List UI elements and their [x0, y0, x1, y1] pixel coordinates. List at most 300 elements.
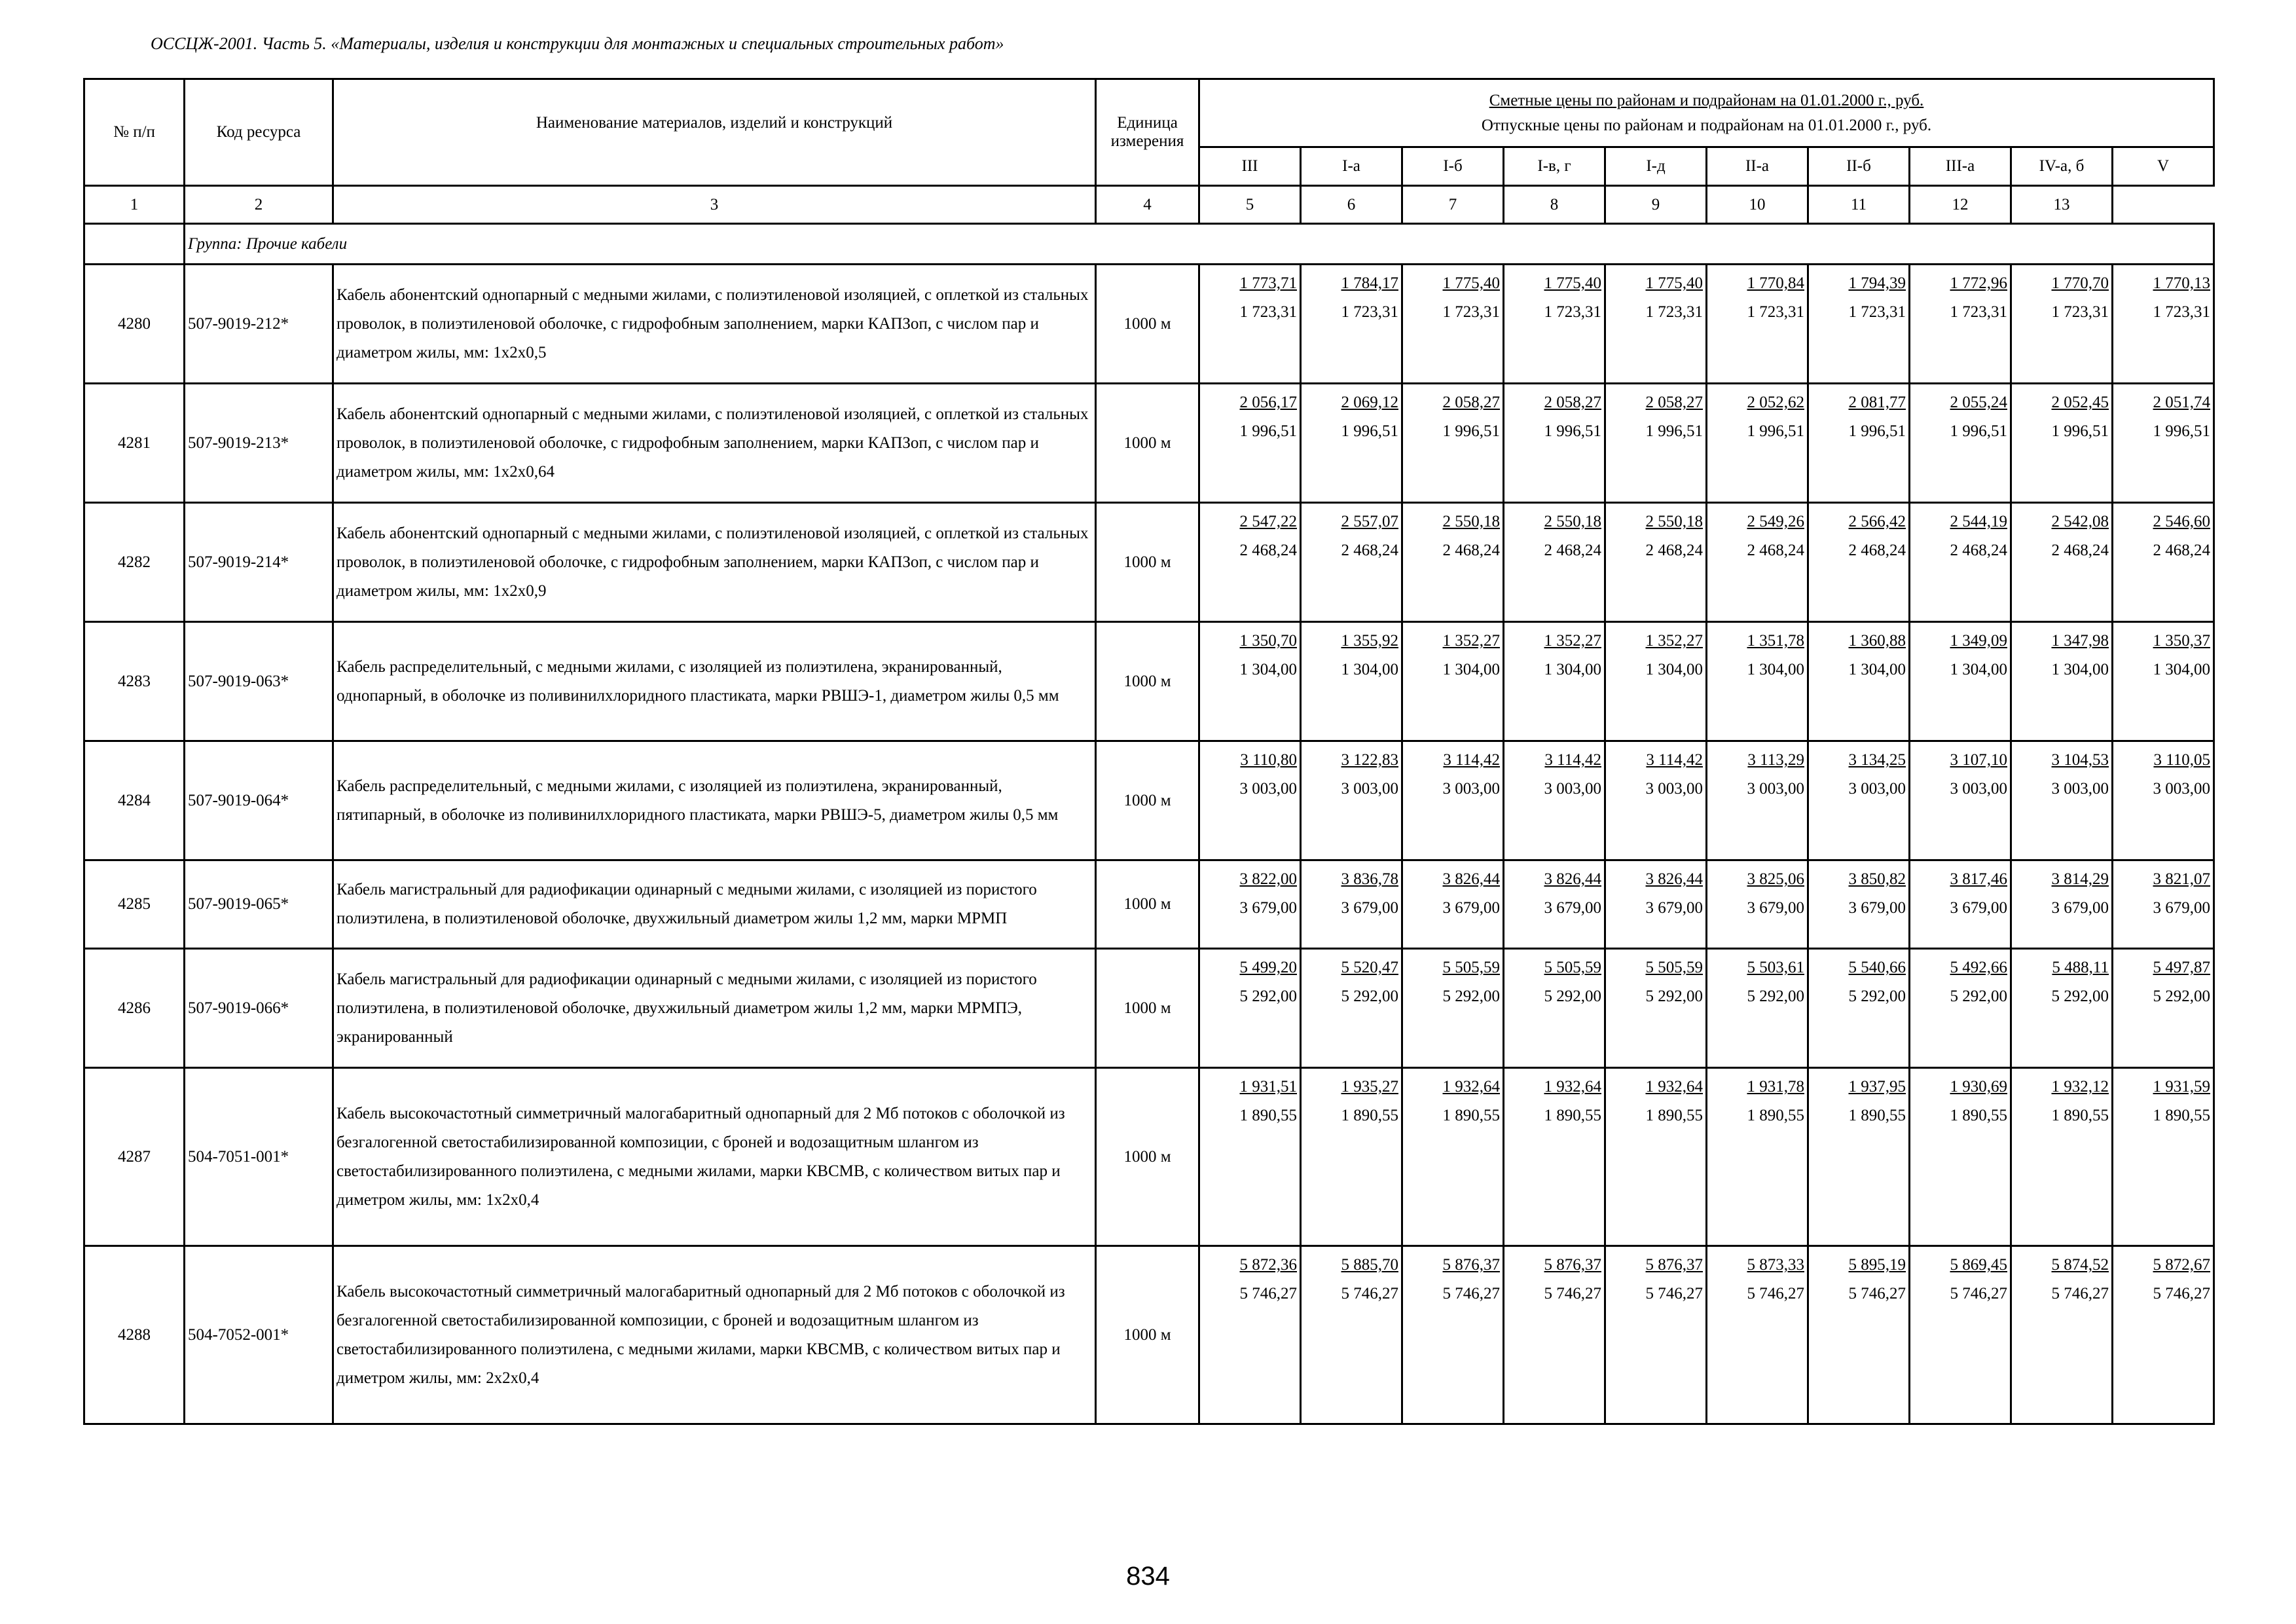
price-cell	[1707, 949, 1808, 1068]
row-number: 4284	[84, 741, 185, 860]
release-price: 1 996,51	[2153, 422, 2211, 440]
estimate-price: 1 930,69	[1950, 1078, 2007, 1096]
price-cell	[2011, 860, 2113, 949]
price-cell	[1504, 741, 1605, 860]
release-price: 5 746,27	[1848, 1285, 1906, 1302]
estimate-price: 3 104,53	[2051, 751, 2109, 769]
unit-of-measure: 1000 м	[1096, 503, 1199, 622]
prices-estimate-title: Сметные цены по районам и подрайонам на 01.01.2000 г., руб.	[1489, 91, 1924, 109]
estimate-price: 5 872,36	[1239, 1256, 1297, 1274]
estimate-price: 1 775,40	[1442, 274, 1500, 292]
table-row	[84, 741, 2214, 860]
price-cell	[1605, 1068, 1707, 1246]
row-number: 4288	[84, 1246, 185, 1424]
price-cell	[1910, 860, 2011, 949]
price-cell	[1707, 622, 1808, 741]
release-price: 1 304,00	[2153, 661, 2211, 678]
estimate-price: 5 505,59	[1645, 959, 1703, 976]
table-row	[84, 1068, 2214, 1246]
release-price: 1 723,31	[1442, 303, 1500, 321]
release-price: 3 679,00	[1544, 899, 1601, 917]
price-cell	[1301, 384, 1402, 503]
price-cell	[1605, 503, 1707, 622]
resource-code: 507-9019-064*	[185, 741, 333, 860]
column-number: 5	[1199, 186, 1301, 224]
estimate-price: 1 350,70	[1239, 632, 1297, 650]
col-header-no: № п/п	[84, 79, 185, 186]
price-cell	[1910, 949, 2011, 1068]
estimate-price: 5 505,59	[1544, 959, 1601, 976]
estimate-price: 1 772,96	[1950, 274, 2007, 292]
price-cell	[1605, 384, 1707, 503]
price-cell	[1605, 741, 1707, 860]
estimate-price: 3 821,07	[2153, 870, 2211, 888]
resource-code: 507-9019-213*	[185, 384, 333, 503]
price-cell	[2011, 1246, 2113, 1424]
material-name: Кабель высокочастотный симметричный малогабаритный однопарный для 2 Мб потоков с оболочкой из безгалогенной светостабилизированной композиции, с броней и водозащитным шлангом из светостабилизированного полиэтилена, с медными жилами, марки КВСМВ, с количеством витых пар и диметром жилы, мм: 2х2х0,4	[333, 1246, 1096, 1424]
price-cell	[1199, 503, 1301, 622]
unit-of-measure: 1000 м	[1096, 1246, 1199, 1424]
estimate-price: 3 114,42	[1443, 751, 1500, 769]
material-name: Кабель распределительный, с медными жилами, с изоляцией из полиэтилена, экранированный, пятипарный, в оболочке из поливинилхлоридного пластиката, марки РВШЭ-5, диаметром жилы 0,5 мм	[333, 741, 1096, 860]
release-price: 3 679,00	[1848, 899, 1906, 917]
price-cell	[1301, 265, 1402, 384]
release-price: 1 996,51	[1645, 422, 1703, 440]
release-price: 5 292,00	[2051, 987, 2109, 1005]
estimate-price: 1 937,95	[1848, 1078, 1906, 1096]
price-cell	[1910, 1068, 2011, 1246]
release-price: 1 723,31	[2153, 303, 2211, 321]
price-cell	[2011, 503, 2113, 622]
column-number: 8	[1504, 186, 1605, 224]
price-cell	[1504, 860, 1605, 949]
price-cell	[1808, 503, 1910, 622]
release-price: 5 746,27	[1442, 1285, 1500, 1302]
price-cell	[2113, 949, 2214, 1068]
price-cell	[1402, 860, 1504, 949]
release-price: 3 003,00	[1950, 780, 2007, 798]
estimate-price: 2 542,08	[2051, 513, 2109, 530]
estimate-price: 5 876,37	[1544, 1256, 1601, 1274]
price-cell	[1402, 503, 1504, 622]
price-cell	[2113, 1246, 2214, 1424]
release-price: 1 723,31	[1950, 303, 2007, 321]
row-number: 4286	[84, 949, 185, 1068]
estimate-price: 3 110,05	[2153, 751, 2211, 769]
price-cell	[1605, 949, 1707, 1068]
price-cell	[2011, 949, 2113, 1068]
estimate-price: 3 826,44	[1645, 870, 1703, 888]
release-price: 1 996,51	[1239, 422, 1297, 440]
price-cell	[1301, 741, 1402, 860]
release-price: 3 003,00	[2051, 780, 2109, 798]
estimate-price: 1 773,71	[1239, 274, 1297, 292]
row-number: 4280	[84, 265, 185, 384]
price-cell	[1199, 741, 1301, 860]
release-price: 1 304,00	[1239, 661, 1297, 678]
price-cell	[1910, 622, 2011, 741]
price-cell	[1707, 741, 1808, 860]
release-price: 5 292,00	[2153, 987, 2211, 1005]
col-header-code: Код ресурса	[185, 79, 333, 186]
estimate-price: 2 052,62	[1747, 394, 1804, 411]
price-cell	[1808, 265, 1910, 384]
material-name: Кабель абонентский однопарный с медными жилами, с полиэтиленовой изоляцией, с оплеткой из стальных проволок, в полиэтиленовой оболочке, с гидрофобным заполнением, марки КАПЗоп, с числом пар и диаметром жилы, мм: 1х2х0,9	[333, 503, 1096, 622]
release-price: 1 996,51	[1442, 422, 1500, 440]
column-number: 10	[1707, 186, 1808, 224]
price-cell	[1808, 741, 1910, 860]
estimate-price: 5 488,11	[2052, 959, 2109, 976]
estimate-price: 1 784,17	[1341, 274, 1398, 292]
column-number: 9	[1605, 186, 1707, 224]
estimate-price: 5 520,47	[1341, 959, 1398, 976]
estimate-price: 3 825,06	[1747, 870, 1804, 888]
estimate-price: 1 770,70	[2051, 274, 2109, 292]
release-price: 2 468,24	[1239, 542, 1297, 559]
price-cell	[1808, 384, 1910, 503]
price-cell	[1504, 1068, 1605, 1246]
price-cell	[1605, 860, 1707, 949]
release-price: 2 468,24	[1747, 542, 1804, 559]
price-cell	[1707, 384, 1808, 503]
price-cell	[1707, 1068, 1808, 1246]
release-price: 2 468,24	[2153, 542, 2211, 559]
estimate-price: 2 051,74	[2153, 394, 2211, 411]
price-cell	[2011, 741, 2113, 860]
estimate-price: 5 874,52	[2051, 1256, 2109, 1274]
release-price: 3 003,00	[2153, 780, 2211, 798]
release-price: 5 746,27	[1645, 1285, 1703, 1302]
estimate-price: 2 566,42	[1848, 513, 1906, 530]
price-cell	[1504, 1246, 1605, 1424]
price-cell	[2011, 1068, 2113, 1246]
estimate-price: 2 550,18	[1544, 513, 1601, 530]
estimate-price: 3 836,78	[1341, 870, 1398, 888]
release-price: 1 304,00	[1341, 661, 1398, 678]
price-cell	[1504, 384, 1605, 503]
release-price: 1 890,55	[1544, 1107, 1601, 1124]
estimate-price: 5 873,33	[1747, 1256, 1804, 1274]
release-price: 3 003,00	[1848, 780, 1906, 798]
estimate-price: 2 058,27	[1544, 394, 1601, 411]
release-price: 3 679,00	[1645, 899, 1703, 917]
price-cell	[1199, 622, 1301, 741]
estimate-price: 5 503,61	[1747, 959, 1804, 976]
price-cell	[1605, 622, 1707, 741]
table-row	[84, 622, 2214, 741]
release-price: 1 723,31	[1848, 303, 1906, 321]
release-price: 1 890,55	[2051, 1107, 2109, 1124]
release-price: 3 679,00	[1950, 899, 2007, 917]
estimate-price: 3 814,29	[2051, 870, 2109, 888]
price-cell	[1504, 265, 1605, 384]
column-number: 12	[1910, 186, 2011, 224]
document-header: ОССЦЖ-2001. Часть 5. «Материалы, изделия и конструкции для монтажных и специальных строительных работ»	[151, 34, 1004, 53]
price-cell	[2113, 384, 2214, 503]
price-cell	[1707, 503, 1808, 622]
estimate-price: 3 114,42	[1646, 751, 1703, 769]
estimate-price: 5 876,37	[1442, 1256, 1500, 1274]
release-price: 1 304,00	[1544, 661, 1601, 678]
release-price: 3 003,00	[1645, 780, 1703, 798]
estimate-price: 2 557,07	[1341, 513, 1398, 530]
release-price: 3 003,00	[1239, 780, 1297, 798]
release-price: 5 292,00	[1645, 987, 1703, 1005]
estimate-price: 1 931,59	[2153, 1078, 2211, 1096]
price-cell	[2011, 384, 2113, 503]
estimate-price: 1 935,27	[1341, 1078, 1398, 1096]
price-cell	[2113, 860, 2214, 949]
region-header: I-в, г	[1504, 147, 1605, 186]
col-header-name: Наименование материалов, изделий и конструкций	[333, 79, 1096, 186]
price-cell	[1199, 1246, 1301, 1424]
row-number: 4285	[84, 860, 185, 949]
estimate-price: 5 872,67	[2153, 1256, 2211, 1274]
column-number: 13	[2011, 186, 2113, 224]
column-number: 11	[1808, 186, 1910, 224]
release-price: 1 890,55	[1239, 1107, 1297, 1124]
col-header-prices	[1199, 79, 2214, 147]
region-header: III	[1199, 147, 1301, 186]
estimate-price: 5 876,37	[1645, 1256, 1703, 1274]
estimate-price: 5 492,66	[1950, 959, 2007, 976]
price-cell	[1402, 741, 1504, 860]
price-cell	[1301, 949, 1402, 1068]
price-cell	[1199, 265, 1301, 384]
estimate-price: 3 817,46	[1950, 870, 2007, 888]
unit-of-measure: 1000 м	[1096, 860, 1199, 949]
column-number: 7	[1402, 186, 1504, 224]
estimate-price: 3 134,25	[1848, 751, 1906, 769]
price-cell	[1301, 860, 1402, 949]
release-price: 1 723,31	[1544, 303, 1601, 321]
release-price: 2 468,24	[1848, 542, 1906, 559]
release-price: 2 468,24	[1544, 542, 1601, 559]
price-cell	[1808, 860, 1910, 949]
estimate-price: 3 826,44	[1544, 870, 1601, 888]
estimate-price: 1 794,39	[1848, 274, 1906, 292]
price-cell	[1402, 1246, 1504, 1424]
resource-code: 507-9019-065*	[185, 860, 333, 949]
price-cell	[1301, 1246, 1402, 1424]
release-price: 1 890,55	[1645, 1107, 1703, 1124]
estimate-price: 2 550,18	[1645, 513, 1703, 530]
price-cell	[1910, 503, 2011, 622]
group-title: Группа: Прочие кабели	[185, 224, 2214, 265]
release-price: 1 723,31	[2051, 303, 2109, 321]
estimate-price: 1 355,92	[1341, 632, 1398, 650]
estimate-price: 5 895,19	[1848, 1256, 1906, 1274]
price-cell	[1402, 949, 1504, 1068]
page-number: 834	[1126, 1562, 1170, 1591]
price-cell	[1808, 949, 1910, 1068]
price-cell	[1910, 741, 2011, 860]
estimate-price: 5 499,20	[1239, 959, 1297, 976]
unit-of-measure: 1000 м	[1096, 265, 1199, 384]
table-row	[84, 949, 2214, 1068]
column-number: 1	[84, 186, 185, 224]
row-number: 4287	[84, 1068, 185, 1246]
estimate-price: 5 497,87	[2153, 959, 2211, 976]
price-cell	[2113, 741, 2214, 860]
release-price: 1 304,00	[1442, 661, 1500, 678]
price-cell	[1808, 1068, 1910, 1246]
price-cell	[1301, 1068, 1402, 1246]
estimate-price: 3 122,83	[1341, 751, 1398, 769]
group-spacer	[84, 224, 185, 265]
price-cell	[1504, 949, 1605, 1068]
estimate-price: 1 352,27	[1645, 632, 1703, 650]
release-price: 1 304,00	[2051, 661, 2109, 678]
release-price: 3 679,00	[1341, 899, 1398, 917]
release-price: 3 679,00	[2153, 899, 2211, 917]
estimate-price: 3 114,42	[1544, 751, 1601, 769]
release-price: 3 679,00	[2051, 899, 2109, 917]
release-price: 3 679,00	[1442, 899, 1500, 917]
estimate-price: 1 932,64	[1645, 1078, 1703, 1096]
estimate-price: 2 081,77	[1848, 394, 1906, 411]
price-cell	[1808, 622, 1910, 741]
release-price: 1 304,00	[1747, 661, 1804, 678]
region-header: I-а	[1301, 147, 1402, 186]
release-price: 5 746,27	[2051, 1285, 2109, 1302]
release-price: 5 746,27	[1950, 1285, 2007, 1302]
column-number: 3	[333, 186, 1096, 224]
price-cell	[1402, 265, 1504, 384]
price-cell	[1301, 622, 1402, 741]
estimate-price: 2 549,26	[1747, 513, 1804, 530]
release-price: 1 890,55	[1848, 1107, 1906, 1124]
release-price: 3 003,00	[1341, 780, 1398, 798]
region-header: IV-а, б	[2011, 147, 2113, 186]
release-price: 3 003,00	[1544, 780, 1601, 798]
release-price: 1 996,51	[1747, 422, 1804, 440]
price-table	[83, 78, 2215, 1425]
release-price: 1 304,00	[1848, 661, 1906, 678]
estimate-price: 1 775,40	[1544, 274, 1601, 292]
unit-of-measure: 1000 м	[1096, 1068, 1199, 1246]
price-cell	[1504, 622, 1605, 741]
material-name: Кабель абонентский однопарный с медными жилами, с полиэтиленовой изоляцией, с оплеткой из стальных проволок, в полиэтиленовой оболочке, с гидрофобным заполнением, марки КАПЗоп, с числом пар и диаметром жилы, мм: 1х2х0,5	[333, 265, 1096, 384]
price-cell	[1301, 503, 1402, 622]
price-cell	[1199, 384, 1301, 503]
release-price: 1 996,51	[1848, 422, 1906, 440]
price-cell	[1808, 1246, 1910, 1424]
estimate-price: 1 350,37	[2153, 632, 2211, 650]
estimate-price: 1 770,84	[1747, 274, 1804, 292]
column-number-row	[84, 186, 2214, 224]
price-cell	[2113, 265, 2214, 384]
release-price: 5 292,00	[1848, 987, 1906, 1005]
estimate-price: 3 822,00	[1239, 870, 1297, 888]
release-price: 2 468,24	[1950, 542, 2007, 559]
estimate-price: 3 850,82	[1848, 870, 1906, 888]
release-price: 1 890,55	[2153, 1107, 2211, 1124]
unit-of-measure: 1000 м	[1096, 741, 1199, 860]
price-cell	[1910, 384, 2011, 503]
price-cell	[2113, 622, 2214, 741]
release-price: 5 292,00	[1950, 987, 2007, 1005]
release-price: 1 996,51	[2051, 422, 2109, 440]
price-cell	[1605, 265, 1707, 384]
release-price: 1 723,31	[1341, 303, 1398, 321]
region-header: II-б	[1808, 147, 1910, 186]
estimate-price: 2 055,24	[1950, 394, 2007, 411]
price-cell	[1402, 622, 1504, 741]
material-name: Кабель абонентский однопарный с медными жилами, с полиэтиленовой изоляцией, с оплеткой из стальных проволок, в полиэтиленовой оболочке, с гидрофобным заполнением, марки КАПЗоп, с числом пар и диаметром жилы, мм: 1х2х0,64	[333, 384, 1096, 503]
row-number: 4281	[84, 384, 185, 503]
release-price: 3 679,00	[1747, 899, 1804, 917]
region-header: II-а	[1707, 147, 1808, 186]
estimate-price: 1 931,78	[1747, 1078, 1804, 1096]
estimate-price: 1 352,27	[1442, 632, 1500, 650]
release-price: 1 890,55	[1341, 1107, 1398, 1124]
release-price: 5 292,00	[1442, 987, 1500, 1005]
material-name: Кабель магистральный для радиофикации одинарный с медными жилами, с изоляцией из пористого полиэтилена, в полиэтиленовой оболочке, двухжильный диаметром жилы 1,2 мм, марки МРМП	[333, 860, 1096, 949]
estimate-price: 2 546,60	[2153, 513, 2211, 530]
table-row	[84, 384, 2214, 503]
release-price: 5 746,27	[1747, 1285, 1804, 1302]
estimate-price: 1 931,51	[1239, 1078, 1297, 1096]
release-price: 5 746,27	[1544, 1285, 1601, 1302]
release-price: 5 746,27	[2153, 1285, 2211, 1302]
estimate-price: 1 349,09	[1950, 632, 2007, 650]
row-number: 4282	[84, 503, 185, 622]
estimate-price: 3 110,80	[1240, 751, 1297, 769]
estimate-price: 1 347,98	[2051, 632, 2109, 650]
price-cell	[1199, 1068, 1301, 1246]
estimate-price: 1 770,13	[2153, 274, 2211, 292]
release-price: 1 890,55	[1747, 1107, 1804, 1124]
table-row	[84, 1246, 2214, 1424]
estimate-price: 1 351,78	[1747, 632, 1804, 650]
release-price: 1 723,31	[1747, 303, 1804, 321]
release-price: 1 996,51	[1950, 422, 2007, 440]
release-price: 2 468,24	[1645, 542, 1703, 559]
estimate-price: 2 550,18	[1442, 513, 1500, 530]
resource-code: 507-9019-212*	[185, 265, 333, 384]
resource-code: 507-9019-063*	[185, 622, 333, 741]
col-header-unit: Единица измерения	[1096, 79, 1199, 186]
material-name: Кабель распределительный, с медными жилами, с изоляцией из полиэтилена, экранированный, однопарный, в оболочке из поливинилхлоридного пластиката, марки РВШЭ-1, диаметром жилы 0,5 мм	[333, 622, 1096, 741]
table-row	[84, 503, 2214, 622]
estimate-price: 5 885,70	[1341, 1256, 1398, 1274]
price-cell	[1707, 265, 1808, 384]
estimate-price: 2 056,17	[1239, 394, 1297, 411]
estimate-price: 1 360,88	[1848, 632, 1906, 650]
price-cell	[1605, 1246, 1707, 1424]
price-cell	[1199, 860, 1301, 949]
resource-code: 507-9019-066*	[185, 949, 333, 1068]
estimate-price: 5 540,66	[1848, 959, 1906, 976]
price-cell	[1402, 384, 1504, 503]
release-price: 5 292,00	[1544, 987, 1601, 1005]
release-price: 2 468,24	[2051, 542, 2109, 559]
estimate-price: 2 069,12	[1341, 394, 1398, 411]
estimate-price: 2 547,22	[1239, 513, 1297, 530]
unit-of-measure: 1000 м	[1096, 622, 1199, 741]
estimate-price: 2 058,27	[1645, 394, 1703, 411]
region-header: V	[2113, 147, 2214, 186]
release-price: 1 304,00	[1950, 661, 2007, 678]
release-price: 3 003,00	[1747, 780, 1804, 798]
price-cell	[2011, 622, 2113, 741]
release-price: 1 723,31	[1239, 303, 1297, 321]
region-header: I-д	[1605, 147, 1707, 186]
material-name: Кабель высокочастотный симметричный малогабаритный однопарный для 2 Мб потоков с оболочкой из безгалогенной светостабилизированной композиции, с броней и водозащитным шлангом из светостабилизированного полиэтилена, с медными жилами, марки КВСМВ, с количеством витых пар и диметром жилы, мм: 1х2х0,4	[333, 1068, 1096, 1246]
price-cell	[1910, 1246, 2011, 1424]
material-name: Кабель магистральный для радиофикации одинарный с медными жилами, с изоляцией из пористого полиэтилена, в полиэтиленовой оболочке, двухжильный диаметром жилы 1,2 мм, марки МРМПЭ, экранированный	[333, 949, 1096, 1068]
